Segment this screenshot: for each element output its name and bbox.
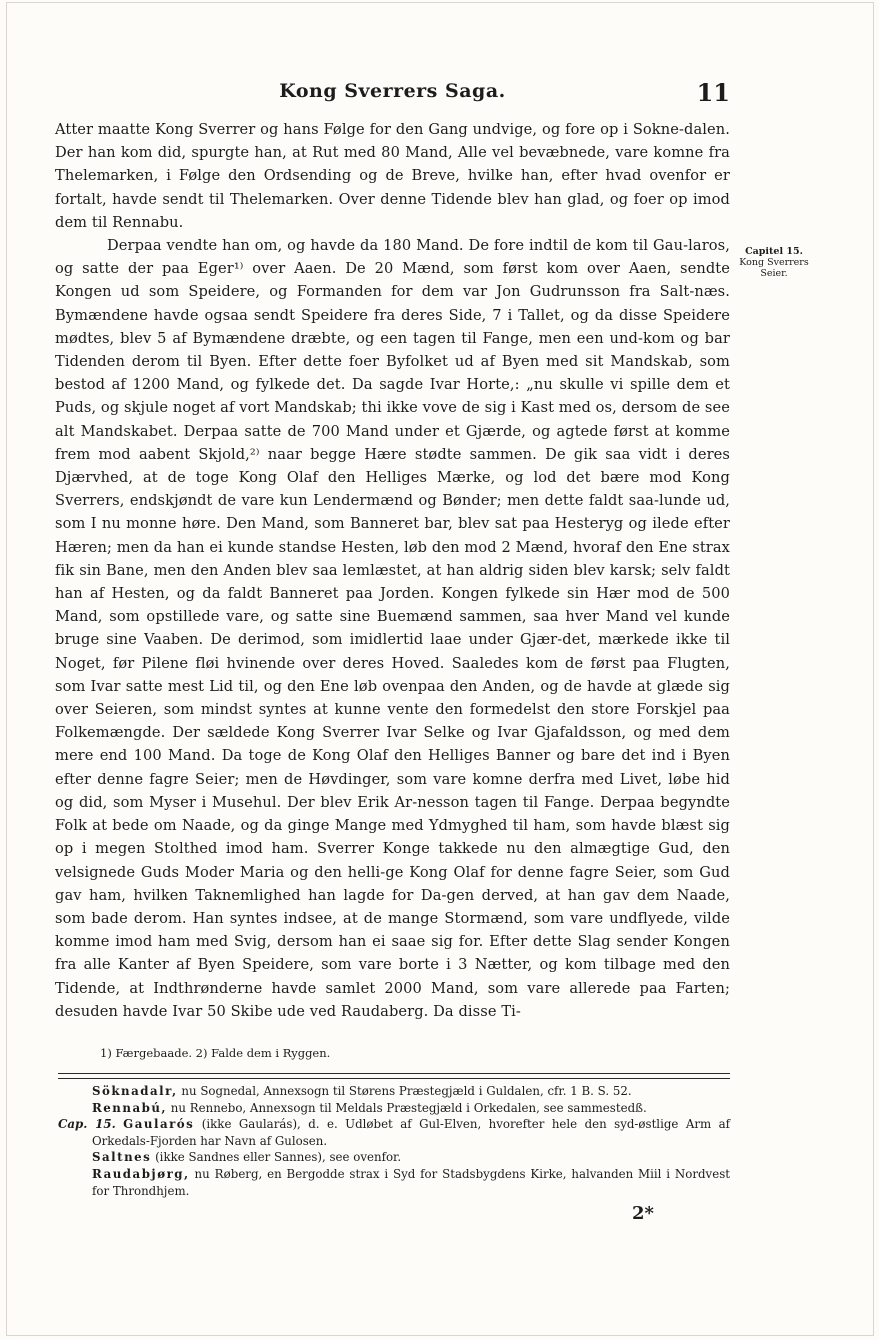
paragraph-2: Derpaa vendte han om, og havde da 180 Mand. De fore indtil de kom til Gau-laros, og satte der paa Eger¹⁾ over Aaen. De 20 Mænd, som først kom over Aaen, sendte Kongen ud som Speidere, og Formanden for dem var Jon Gudrunsson fra Salt-næs. Bymændene havde ogsaa sendt Speidere fra deres Side, 7 i Tallet, og da disse Speidere mødtes, blev 5 af Bymændene dræbte, og een tagen til Fange, men een und-kom og bar Tidenden derom til Byen. Efter dette foer Byfolket ud af Byen med sit Mandskab, som bestod af 1200 Mand, og fylkede det. Da sagde Ivar Horte,: „nu skulle vi spille dem et Puds, og skjule noget af vort Mandskab; thi ikke vove de sig i Kast med os, dersom de see alt Mandskabet. Derpaa satte de 700 Mand under et Gjærde, og agtede først at komme frem mod aabent Skjold,²⁾ naar begge Hære stødte sammen. De gik saa vidt i deres Djærvhed, at de toge Kong Olaf den Helliges Mærke, og lod det bære mod Kong Sverrers, endskjøndt de vare kun Lendermænd og Bønder; men dette faldt saa-lunde ud, som I nu monne høre. Den Mand, som Banneret bar, blev sat paa Hesteryg og ilede efter Hæren; men da han ei kunde standse Hesten, løb den mod 2 Mænd, hvoraf den Ene strax fik sin Bane, men den Anden blev saa lemlæstet, at han aldrig siden blev karsk; selv faldt han af Hesten, og da faldt Banneret paa Jorden. Kongen fylkede sin Hær mod de 500 Mand, som opstillede vare, og satte sine Buemænd sammen, saa hver Mand vel kunde bruge sine Vaaben. De derimod, som imidlertid laae under Gjær-det, mærkede ikke til Noget, før Pilene fløi hvinende over deres Hoved. Saaledes kom de først paa Flugten, som Ivar satte mest Lid til, og den Ene løb ovenpaa den Anden, og de havde at glæde sig over Seieren, som mindst syntes at kunne vente den formedelst den store Forskjel paa Folkemængde. Der sældede Kong Sverrer Ivar Selke og Ivar Gjafaldsson, og med dem mere end 100 Mand. Da toge de Kong Olaf den Helliges Banner og bare det ind i Byen efter denne fagre Seier; men de Høvdinger, som vare komne derfra med Livet, løbe hid og did, som Myser i Musehul. Der blev Erik Ar-nesson tagen til Fange. Derpaa begyndte Folk at bede om Naade, og da ginge Mange med Ydmyghed til ham, som havde blæst sig op i megen Stolthed imod ham. Sverrer Konge takkede nu den almægtige Gud, den velsignede Guds Moder Maria og den helli-ge Kong Olaf for denne fagre Seier, som Gud gav ham, hvilken Taknemlighed han lagde for Da-gen derved, at han gav dem Naade, som bade derom. Han syntes indsee, at de mange Stormænd, som vare undflyede, vilde komme imod ham med Svig, dersom han ei saae sig for. Efter dette Slag sender Kongen fra alle Kanter af Byen Speidere, som vare borte i 3 Nætter, og kom tilbage med den Tidende, at Indthrønderne havde samlet 2000 Mand, som vare allerede paa Farten; desuden havde Ivar 50 Skibe ude ved Raudaberg. Da disse Ti- xyxy=(55,237,730,1020)
place-notes xyxy=(58,1083,730,1199)
paragraph-1: Atter maatte Kong Sverrer og hans Følge for den Gang undvige, og fore op i Sokne-dalen. Der han kom did, spurgte han, at Rut med 80 Mand, Alle vel bevæbnede, vare komne fra Thelemarken, i Følge den Ordsending og de Breve, hvilke han, efter hvad ovenfor er fortalt, havde sendt til Thelemarken. Over denne Tidende blev han glad, og foer op imod dem til Rennabu. xyxy=(55,121,730,231)
margin-note xyxy=(732,246,816,279)
page-header xyxy=(55,80,730,106)
double-rule-divider xyxy=(58,1073,730,1079)
note-item: Cap. 15. Gaularós (ikke Gaularás), d. e. Udløbet af Gul-Elven, hvorefter hele den syd-østlige Arm af Orkedals-Fjorden har Navn af Gulosen. xyxy=(58,1117,731,1148)
page-number: 11 xyxy=(696,78,730,107)
note-item: Raudabjørg, nu Røberg, en Bergodde strax i Syd for Stadsbygdens Kirke, halvanden Miil i Nordvest for Throndhjem. xyxy=(92,1166,730,1198)
note-item: Rennabú, nu Rennebo, Annexsogn til Meldals Præstegjæld i Orkedalen, see sammestedß. xyxy=(92,1100,647,1115)
note-item: Saltnes (ikke Sandnes eller Sannes), see ovenfor. xyxy=(92,1150,402,1165)
margin-note-text: Kong Sverrers Seier. xyxy=(739,257,809,279)
footnotes: 1) Færgebaade. 2) Falde dem i Ryggen. xyxy=(100,1046,331,1060)
body-text xyxy=(55,118,730,1023)
signature-mark: 2* xyxy=(632,1203,654,1224)
note-item: Söknadalr, nu Sognedal, Annexsogn til Størens Præstegjæld i Guldalen, cfr. 1 B. S. 52. xyxy=(92,1084,632,1098)
running-title: Kong Sverrers Saga. xyxy=(279,80,506,102)
margin-note-chapter: Capitel 15. xyxy=(745,246,803,257)
